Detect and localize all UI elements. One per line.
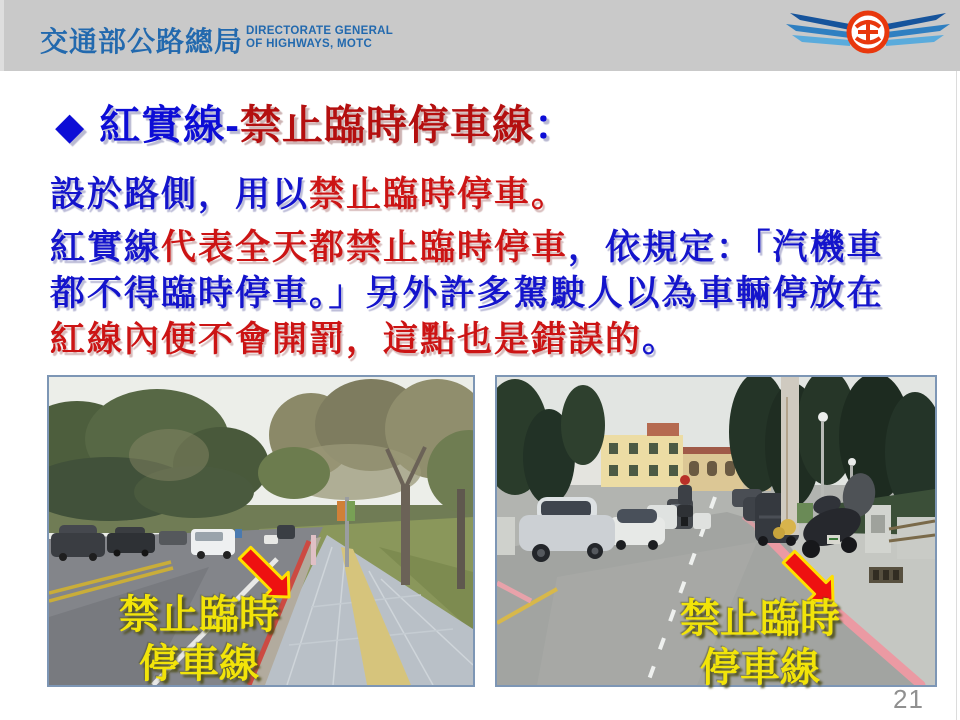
- body-line-1: [50, 172, 940, 218]
- page-number: 21: [893, 684, 924, 714]
- caption-line2: 停車線: [700, 646, 820, 690]
- body-line-3: [50, 271, 940, 317]
- body-line4-blue: 。: [642, 320, 680, 359]
- body-line-2: [50, 225, 940, 271]
- caption-line1: 禁止臨時: [680, 597, 840, 641]
- slide-edge-highlight: [0, 0, 4, 71]
- body-line2-blue2: ，依規定：「汽機車: [568, 228, 884, 267]
- body-line1-red: 禁止臨時停車。: [309, 175, 569, 214]
- agency-name: 交通部公路總局: [40, 26, 244, 57]
- body-line4-red: 紅線內便不會開罰，這點也是錯誤的: [50, 320, 643, 359]
- body-line2-red: 代表全天都禁止臨時停車: [161, 228, 569, 267]
- diamond-bullet-icon: ◆: [55, 106, 86, 148]
- body-line-4: [50, 317, 940, 363]
- photo-caption: [648, 595, 872, 693]
- body-line3-blue: 都不得臨時停車。」另外許多駕駛人以為車輛停放在: [50, 274, 884, 313]
- agency-name-english: [246, 25, 393, 50]
- caption-line2: 停車線: [139, 642, 259, 686]
- body-line1-blue: 設於路側，用以: [50, 175, 310, 214]
- motc-highways-wings-logo-icon: [786, 7, 950, 57]
- title-red-text: 禁止臨時停車線: [239, 102, 534, 148]
- body-line2-blue1: 紅實線: [50, 228, 162, 267]
- header-bar: [0, 0, 960, 71]
- photo-caption: [87, 591, 311, 689]
- slide-right-edge: [956, 71, 957, 720]
- body-text: [50, 172, 940, 363]
- title-blue-text: 紅實線-: [99, 102, 240, 148]
- agency-en-line1: DIRECTORATE GENERAL: [246, 25, 394, 37]
- photo-park-road: [47, 375, 475, 687]
- photo-urban-street: [495, 375, 937, 690]
- title-colon: ：: [533, 102, 576, 148]
- caption-line1: 禁止臨時: [119, 593, 279, 637]
- slide-title: [55, 92, 576, 151]
- agency-en-line2: OF HIGHWAYS, MOTC: [246, 37, 373, 50]
